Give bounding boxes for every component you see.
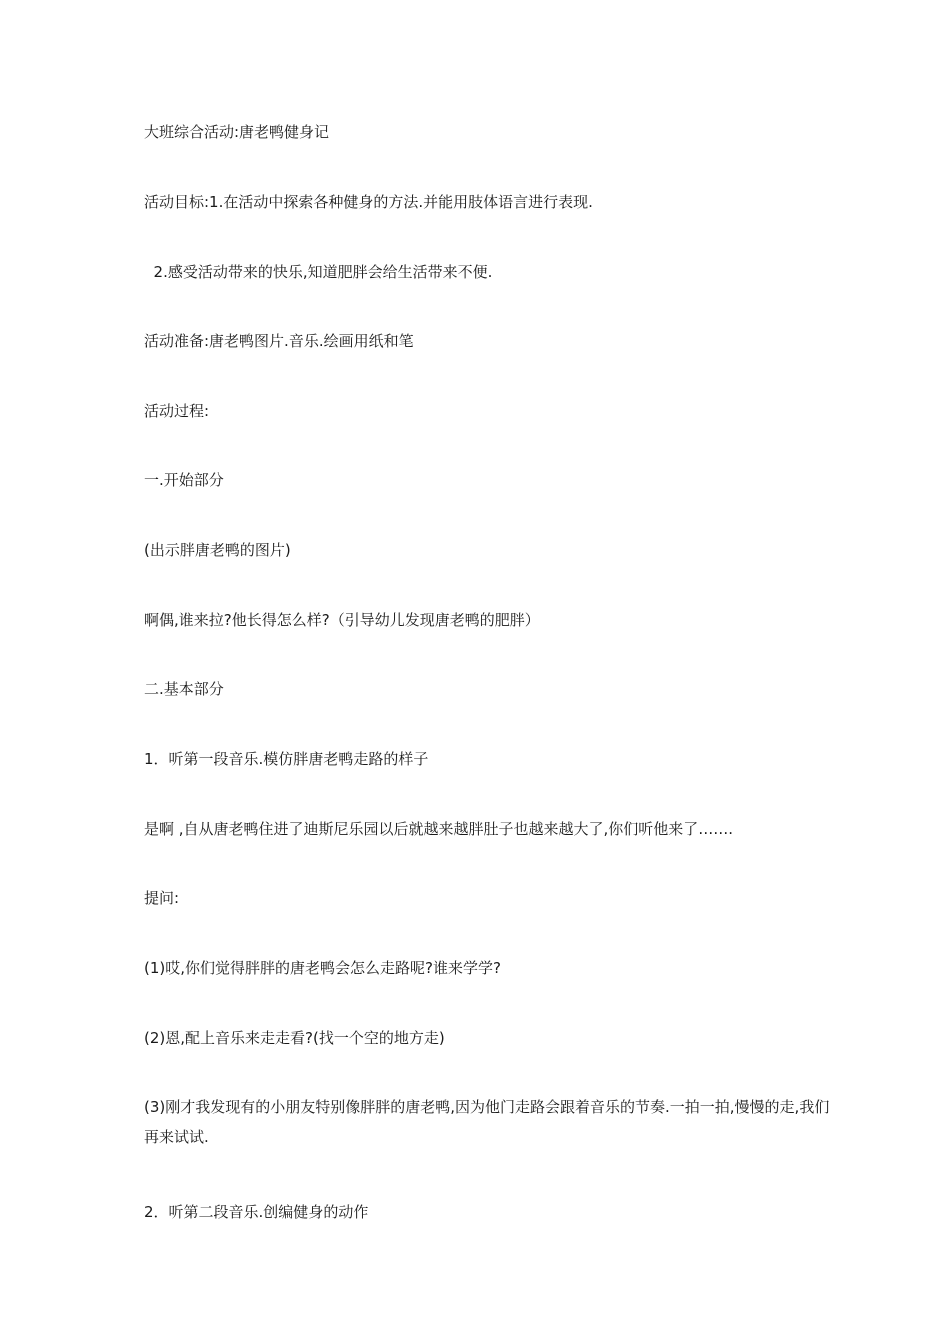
section-heading-basic: 二.基本部分 bbox=[144, 680, 224, 698]
step-heading-1: 1．听第一段音乐.模仿胖唐老鸭走路的样子 bbox=[144, 750, 429, 768]
document-title: 大班综合活动:唐老鸭健身记 bbox=[144, 123, 330, 141]
paragraph-story: 是啊 ,自从唐老鸭住进了迪斯尼乐园以后就越来越胖肚子也越来越大了,你们听他来了……. bbox=[144, 820, 734, 838]
section-heading-start: 一.开始部分 bbox=[144, 471, 224, 489]
question-2: (2)恩,配上音乐来走走看?(找一个空的地方走) bbox=[144, 1029, 445, 1047]
question-1: (1)哎,你们觉得胖胖的唐老鸭会怎么走路呢?谁来学学? bbox=[144, 959, 501, 977]
paragraph-process-heading: 活动过程: bbox=[144, 402, 210, 420]
step-heading-2: 2．听第二段音乐.创编健身的动作 bbox=[144, 1203, 369, 1221]
paragraph-goal-2: 2.感受活动带来的快乐,知道肥胖会给生活带来不便. bbox=[144, 263, 493, 281]
paragraph-goal-1: 活动目标:1.在活动中探索各种健身的方法.并能用肢体语言进行表现. bbox=[144, 193, 593, 211]
paragraph-show-picture: (出示胖唐老鸭的图片) bbox=[144, 541, 291, 559]
paragraph-who-came: 啊偶,谁来拉?他长得怎么样?（引导幼儿发现唐老鸭的肥胖） bbox=[144, 611, 540, 629]
paragraph-questions-heading: 提问: bbox=[144, 889, 180, 907]
question-3: (3)刚才我发现有的小朋友特别像胖胖的唐老鸭,因为他门走路会跟着音乐的节奏.一拍一拍,慢慢的走,我们再来试试. bbox=[144, 1098, 830, 1146]
paragraph-preparation: 活动准备:唐老鸭图片.音乐.绘画用纸和笔 bbox=[144, 332, 414, 350]
